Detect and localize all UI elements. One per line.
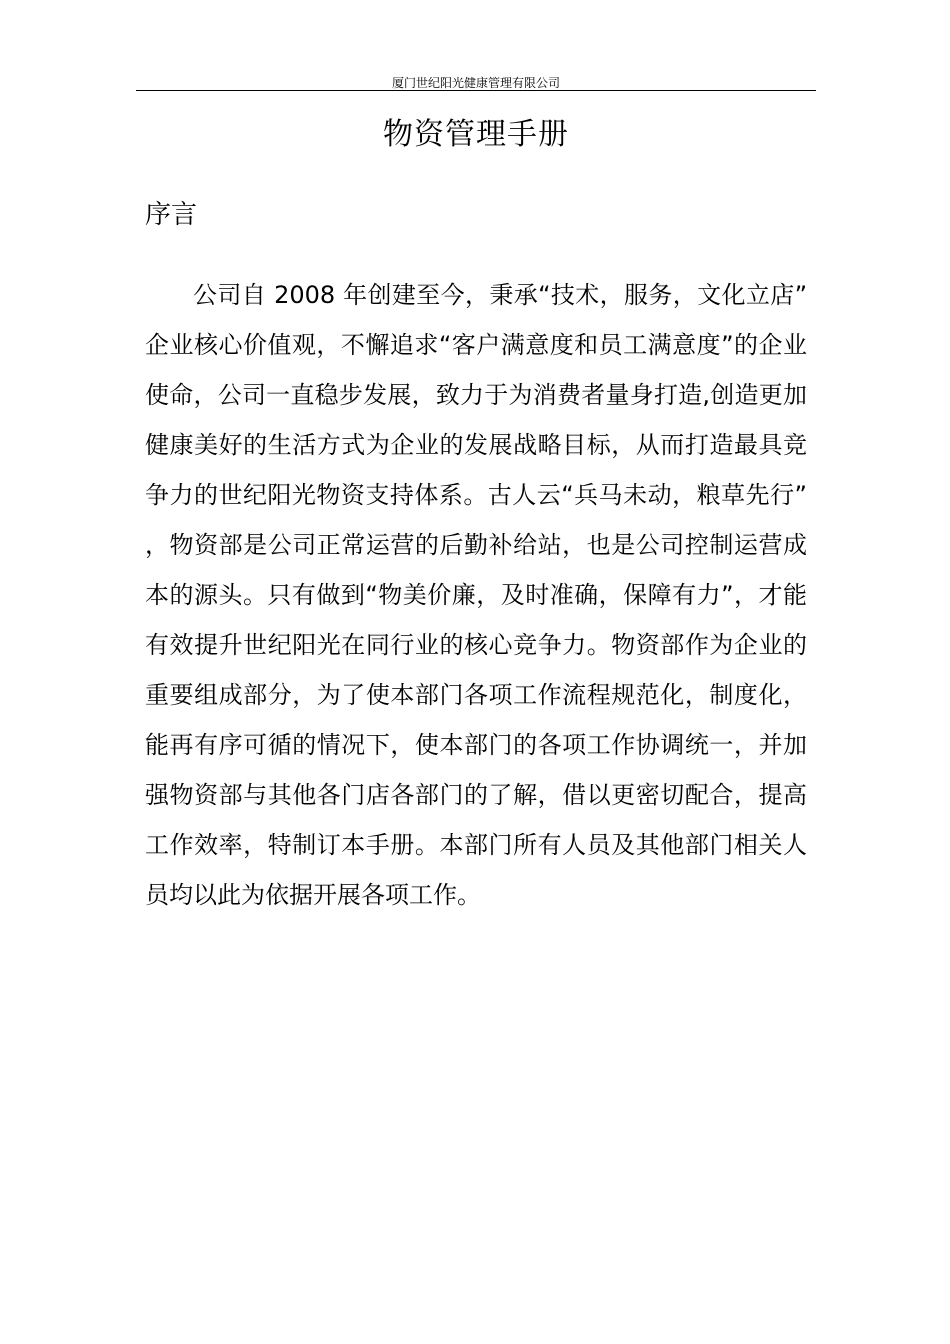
section-heading-preface: 序言 (145, 200, 198, 230)
preface-paragraph: 公司自 2008 年创建至今，秉承“技术，服务，文化立店”企业核心价值观，不懈追求“客户满意度和员工满意度”的企业使命，公司一直稳步发展，致力于为消费者量身打造,创造更加健康美好的生活方式为企业的发展战略目标，从而打造最具竞争力的世纪阳光物资支持体系。古人云“兵马未动，粮草先行”，物资部是公司正常运营的后勤补给站，也是公司控制运营成本的源头。只有做到“物美价廉，及时准确，保障有力”，才能有效提升世纪阳光在同行业的核心竞争力。物资部作为企业的重要组成部分，为了使本部门各项工作流程规范化，制度化，能再有序可循的情况下，使本部门的各项工作协调统一，并加强物资部与其他各门店各部门的了解，借以更密切配合，提高工作效率，特制订本手册。本部门所有人员及其他部门相关人员均以此为依据开展各项工作。 (145, 281, 807, 909)
page-header (136, 72, 816, 91)
document-title: 物资管理手册 (383, 117, 569, 152)
header-company-name: 厦门世纪阳光健康管理有限公司 (391, 76, 560, 90)
